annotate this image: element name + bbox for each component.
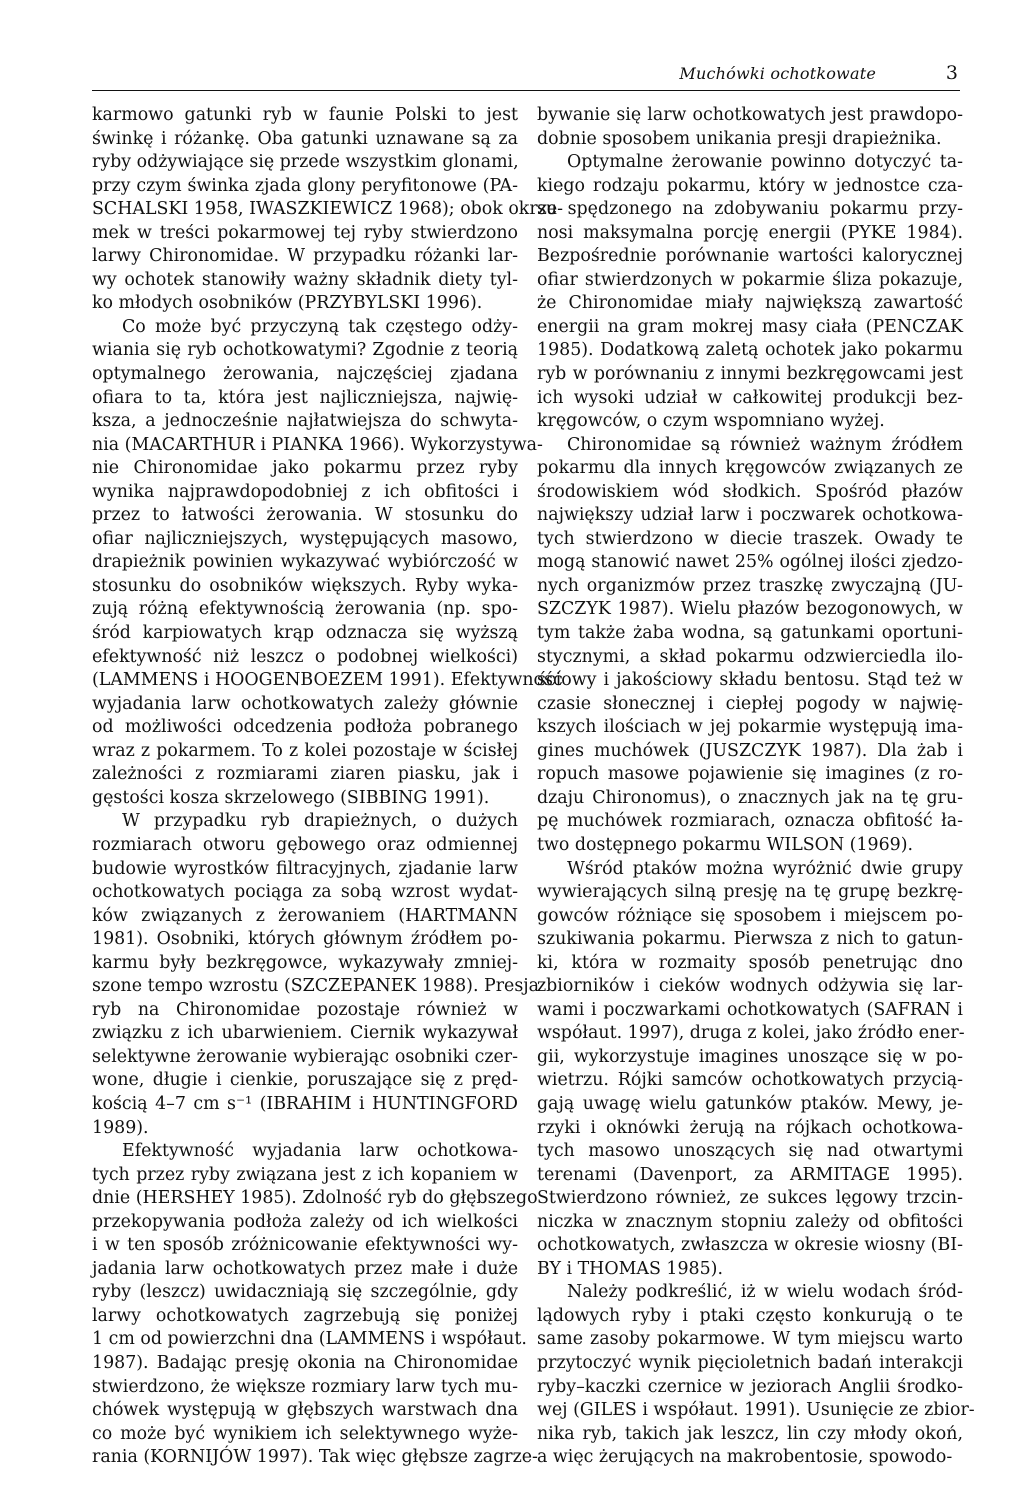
paragraph — [537, 1281, 975, 1469]
text-line: pę muchówek rozmiarach, oznacza obfitość ła- — [537, 811, 963, 832]
text-line: ryby (leszcz) uwidaczniają się szczególnie, gdy — [92, 1282, 518, 1303]
text-line: same zasoby pokarmowe. W tym miejscu warto — [537, 1329, 963, 1350]
paragraph — [92, 810, 540, 1140]
text-line: przytoczyć wynik pięcioletnich badań interakcji — [537, 1352, 963, 1373]
text-line: śród karpiowatych krąp odznacza się wyższą — [92, 623, 518, 644]
text-line: (LAMMENS i HOOGENBOEZEM 1991). Efektywność — [92, 670, 563, 691]
text-line: co może być wynikiem ich selektywnego wyże- — [92, 1423, 518, 1444]
text-line: szone tempo wzrostu (SZCZEPANEK 1988). Presja — [92, 976, 540, 997]
text-line: kszych ilościach w jej pokarmie występują ima- — [537, 717, 963, 738]
text-line: tych masowo unoszących się nad otwartymi — [537, 1141, 963, 1162]
paragraph — [537, 434, 963, 858]
text-line: Chironomidae są również ważnym źródłem — [567, 434, 963, 455]
text-line: przekopywania podłoża zależy od ich wielkości — [92, 1211, 518, 1232]
running-title: Muchówki ochotkowate — [679, 64, 876, 83]
paragraph — [92, 1140, 538, 1470]
text-line: karmu były bezkręgowce, wykazywały zmniej- — [92, 952, 518, 973]
text-line: ków związanych z żerowaniem (HARTMANN — [92, 905, 518, 926]
text-line: nych organizmów przez traszkę zwyczajną (JU- — [537, 575, 963, 596]
text-line: Efektywność wyjadania larw ochotkowa- — [122, 1141, 518, 1162]
text-line: SCHALSKI 1958, IWASZKIEWICZ 1968); obok okrze- — [92, 199, 563, 220]
text-line: stosunku do osobników większych. Ryby wyka- — [92, 575, 518, 596]
text-line: energii na gram mokrej masy ciała (PENCZAK — [537, 316, 963, 337]
right-column — [537, 104, 975, 1470]
text-line: gii, wykorzystuje imagines unoszące się w po- — [537, 1046, 963, 1067]
text-line: stwierdzono, że większe rozmiary larw tych mu- — [92, 1376, 518, 1397]
text-line: czasie słonecznej i ciepłej pogody w najwię- — [537, 693, 963, 714]
text-line: od możliwości odcedzenia podłoża pobranego — [92, 717, 518, 738]
text-line: mogą stanowić nawet 25% ogólnej ilości zjedzo- — [537, 552, 963, 573]
text-line: szukiwania pokarmu. Pierwsza z nich to gatun- — [537, 929, 963, 950]
text-line: że Chironomidae miały największą zawartość — [537, 293, 963, 314]
text-line: ksza, a jednocześnie najłatwiejsza do schwyta- — [92, 411, 518, 432]
left-column — [92, 104, 563, 1470]
text-line: bywanie się larw ochotkowatych jest prawdopo- — [537, 105, 963, 125]
text-line: ofiar stwierdzonych w pokarmie śliza pokazuje, — [537, 269, 963, 290]
text-line: jadania larw ochotkowatych przez małe i duże — [92, 1258, 518, 1279]
text-line: ściowy i jakościowy składu bentosu. Stąd też w — [537, 670, 963, 691]
text-line: ropuch masowe pojawienie się imagines (z ro- — [537, 764, 963, 785]
text-line: ochotkowatych pociąga za sobą wzrost wydat- — [92, 882, 518, 903]
text-line: optymalnego żerowania, najczęściej zjadana — [92, 364, 518, 385]
text-line: związku z ich ubarwieniem. Ciernik wykazywał — [92, 1023, 518, 1044]
paragraph — [537, 858, 963, 1282]
text-line: lądowych ryby i ptaki często konkurują o te — [537, 1305, 963, 1326]
text-line: przez to łatwości żerowania. W stosunku do — [92, 505, 518, 526]
text-line: nia (MACARTHUR i PIANKA 1966). Wykorzystywa- — [92, 434, 543, 455]
text-line: tych stwierdzono w diecie traszek. Owady te — [537, 528, 963, 549]
text-line: gęstości kosza skrzelowego (SIBBING 1991). — [92, 787, 490, 808]
text-line: gają uwagę wielu gatunków ptaków. Mewy, je- — [537, 1093, 963, 1114]
text-line: stycznymi, a skład pokarmu odzwierciedla ilo- — [537, 646, 963, 667]
paragraph — [537, 151, 963, 434]
text-line: kością 4–7 cm s⁻¹ (IBRAHIM i HUNTINGFORD — [92, 1093, 518, 1114]
text-line: budowie wyrostków filtracyjnych, zjadanie larw — [92, 858, 518, 879]
text-line: wynika najprawdopodobniej z ich obfitości i — [92, 481, 518, 502]
text-line: larwy ochotkowatych zagrzebują się poniżej — [92, 1305, 518, 1326]
text-line: ryby–kaczki czernice w jeziorach Anglii środko- — [537, 1376, 963, 1397]
text-line: ofiar najliczniejszych, występujących masowo, — [92, 528, 518, 549]
text-line: wywierających silną presję na tę grupę bezkrę- — [537, 882, 963, 903]
text-line: ryby odżywiające się przede wszystkim glonami, — [92, 152, 519, 173]
text-line: rania (KORNIJÓW 1997). Tak więc głębsze zagrze- — [92, 1447, 538, 1468]
text-line: 1989). — [92, 1117, 149, 1138]
text-line: wy ochotek stanowiły ważny składnik diety tyl- — [92, 269, 518, 290]
text-line: wietrzu. Rójki samców ochotkowatych przycią- — [537, 1070, 963, 1091]
text-line: wyjadania larw ochotkowatych zależy głównie — [92, 693, 518, 714]
text-line: Bezpośrednie porównanie wartości kalorycznej — [537, 246, 963, 267]
text-line: nie Chironomidae jako pokarmu przez ryby — [92, 458, 518, 479]
text-line: świnkę i różankę. Oba gatunki uznawane są za — [92, 128, 518, 149]
text-line: i w ten sposób zróżnicowanie efektywności wy- — [92, 1235, 518, 1256]
text-line: zbiorników i cieków wodnych odżywia się lar- — [537, 976, 963, 997]
text-line: współaut. 1997), druga z kolei, jako źródło ener- — [537, 1023, 965, 1044]
text-line: ich wysoki udział w całkowitej produkcji bez- — [537, 387, 963, 408]
text-line: środowiskiem wód słodkich. Spośród płazów — [537, 481, 963, 502]
text-line: a więc żerujących na makrobentosie, spowodo- — [537, 1447, 953, 1468]
text-line: Optymalne żerowanie powinno dotyczyć ta- — [567, 152, 963, 173]
text-line: tym także żaba wodna, są gatunkami oportuni- — [537, 623, 963, 644]
text-line: Stwierdzono również, ze sukces lęgowy trzcin- — [537, 1188, 963, 1209]
text-line: pokarmu dla innych kręgowców związanych ze — [537, 458, 963, 479]
text-line: wone, długie i cienkie, poruszające się z pręd- — [92, 1070, 518, 1091]
text-line: su spędzonego na zdobywaniu pokarmu przy- — [537, 199, 963, 220]
text-line: zależności z rozmiarami ziaren piasku, jak i — [92, 764, 518, 785]
text-line: SZCZYK 1987). Wielu płazów bezogonowych, w — [537, 599, 963, 620]
text-line: karmowo gatunki ryb w faunie Polski to jest — [92, 105, 518, 125]
text-line: two dostępnego pokarmu WILSON (1969). — [537, 834, 914, 855]
text-line: tych przez ryby związana jest z ich kopaniem w — [92, 1164, 518, 1185]
text-line: rozmiarach otworu gębowego oraz odmiennej — [92, 834, 518, 855]
text-line: larwy Chironomidae. W przypadku różanki lar- — [92, 246, 518, 267]
page-header — [92, 60, 960, 91]
text-line: ki, która w rozmaity sposób penetrując dno — [537, 952, 963, 973]
text-line: Należy podkreślić, iż w wielu wodach śród- — [567, 1282, 963, 1303]
text-line: 1987). Badając presję okonia na Chironomidae — [92, 1352, 518, 1373]
text-line: niczka w znacznym stopniu zależy od obfitości — [537, 1211, 963, 1232]
text-line: ko młodych osobników (PRZYBYLSKI 1996). — [92, 293, 483, 314]
text-line: 1985). Dodatkową zaletą ochotek jako pokarmu — [537, 340, 963, 361]
text-line: wami i poczwarkami ochotkowatych (SAFRAN i — [537, 999, 963, 1020]
text-line: gowców różniące się sposobem i miejscem po- — [537, 905, 963, 926]
text-line: dnie (HERSHEY 1985). Zdolność ryb do głębszego — [92, 1188, 538, 1209]
text-line: efektywność niż leszcz o podobnej wielkości) — [92, 646, 518, 667]
text-line: nika ryb, takich jak leszcz, lin czy młody okoń, — [537, 1423, 963, 1444]
text-line: 1 cm od powierzchni dna (LAMMENS i współaut. — [92, 1329, 527, 1350]
page-number: 3 — [945, 62, 958, 84]
text-line: Wśród ptaków można wyróżnić dwie grupy — [567, 858, 963, 879]
text-line: ofiara to ta, która jest najliczniejsza, najwię- — [92, 387, 518, 408]
text-line: gines muchówek (JUSZCZYK 1987). Dla żab i — [537, 740, 963, 761]
text-line: kręgowców, o czym wspomniano wyżej. — [537, 411, 885, 432]
text-line: drapieżnik powinien wykazywać wybiórczość w — [92, 552, 518, 573]
text-line: BY i THOMAS 1985). — [537, 1258, 723, 1279]
text-line: terenami (Davenport, za ARMITAGE 1995). — [537, 1164, 963, 1185]
text-line: dobnie sposobem unikania presji drapieżnika. — [537, 128, 942, 149]
text-line: wej (GILES i współaut. 1991). Usunięcie ze zbior- — [537, 1400, 975, 1421]
paragraph — [92, 104, 563, 316]
text-line: ryb na Chironomidae pozostaje również w — [92, 999, 518, 1020]
text-line: zują różną efektywnością żerowania (np. spo- — [92, 599, 518, 620]
text-line: ryb w porównaniu z innymi bezkręgowcami jest — [537, 364, 963, 385]
text-line: W przypadku ryb drapieżnych, o dużych — [122, 811, 518, 832]
paragraph — [92, 316, 563, 810]
text-line: rzyki i oknówki żerują na rójkach ochotkowa- — [537, 1117, 963, 1138]
text-line: wraz z pokarmem. To z kolei pozostaje w ścisłej — [92, 740, 518, 761]
text-line: dzaju Chironomus), o znacznych jak na tę gru- — [537, 787, 963, 808]
text-line: 1981). Osobniki, których głównym źródłem po- — [92, 929, 518, 950]
text-line: największy udział larw i poczwarek ochotkowa- — [537, 505, 963, 526]
text-line: nosi maksymalna porcję energii (PYKE 1984). — [537, 222, 963, 243]
text-line: wiania się ryb ochotkowatymi? Zgodnie z teorią — [92, 340, 518, 361]
text-line: ochotkowatych, zwłaszcza w okresie wiosny (BI- — [537, 1235, 963, 1256]
text-line: mek w treści pokarmowej tej ryby stwierdzono — [92, 222, 518, 243]
text-line: przy czym świnka zjada glony peryfitonowe (PA- — [92, 175, 518, 196]
text-line: Co może być przyczyną tak częstego odży- — [122, 316, 518, 337]
paragraph — [537, 104, 963, 151]
text-line: kiego rodzaju pokarmu, który w jednostce cza- — [537, 175, 963, 196]
text-line: chówek występują w głębszych warstwach dna — [92, 1400, 518, 1421]
text-line: selektywne żerowanie wybierając osobniki czer- — [92, 1046, 518, 1067]
